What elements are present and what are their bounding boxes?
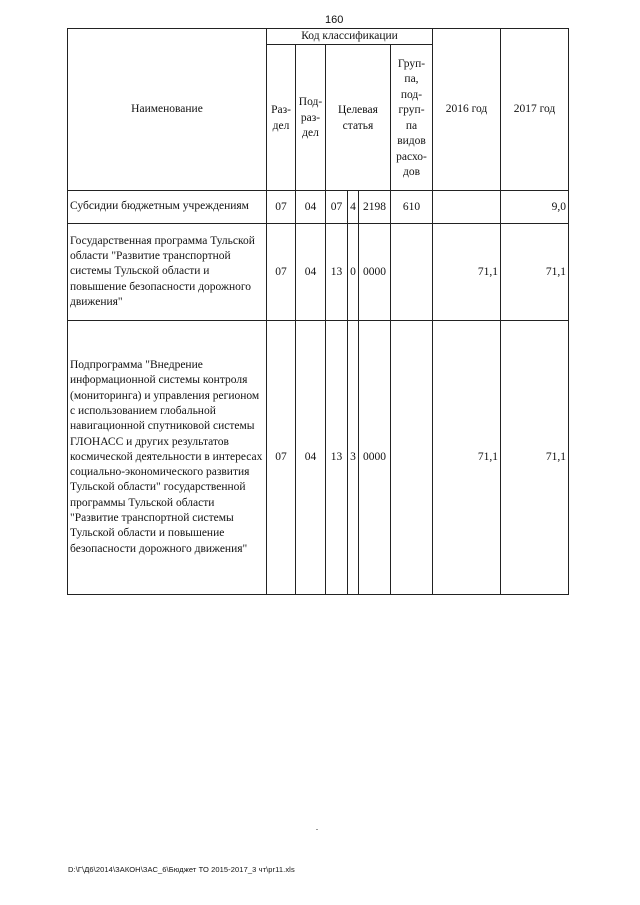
- header-expense-group: [391, 45, 433, 191]
- header-target-line: Целевая: [338, 104, 378, 116]
- row-target-part3: 2198: [359, 191, 391, 224]
- header-group-line: па: [405, 119, 418, 132]
- row-target-part3: 0000: [359, 224, 391, 321]
- header-razdel: [267, 45, 296, 191]
- row-target-part3: 0000: [359, 321, 391, 595]
- row-name: Подпрограмма "Внедрение информационной системы контроля (мониторинга) и управления регионом с использованием глобальной навигационной спутниковой системы ГЛОНАСС и других результатов космической деятельности в интересах социально-экономического развития Тульской области" государственной программы Тульской области "Развитие транспортной системы Тульской области и повышение безопасности дорожного движения": [68, 321, 267, 595]
- header-target-line: статья: [342, 119, 374, 132]
- header-group-line: Груп-: [397, 57, 426, 70]
- row-podrazdel: 04: [296, 224, 326, 321]
- header-razdel-line: Раз-: [271, 104, 291, 116]
- row-target-part2: 0: [348, 224, 359, 321]
- row-name: Государственная программа Тульской области "Развитие транспортной системы Тульской области и повышение безопасности дорожного движения": [68, 224, 267, 321]
- header-2016: 2016 год: [433, 29, 501, 191]
- row-2017: 9,0: [501, 191, 569, 224]
- header-target-article: [326, 45, 391, 191]
- row-expense-group: [391, 321, 433, 595]
- row-target-part1: 13: [326, 224, 348, 321]
- header-group-line: груп-: [398, 104, 425, 116]
- budget-table: [67, 28, 569, 595]
- header-podrazdel-line: Под-: [298, 96, 323, 109]
- row-name: Субсидии бюджетным учреждениям: [68, 191, 267, 224]
- header-razdel-line: дел: [272, 119, 290, 132]
- row-razdel: 07: [267, 224, 296, 321]
- row-2017: 71,1: [501, 224, 569, 321]
- row-target-part2: 3: [348, 321, 359, 595]
- page-number: 160: [325, 14, 344, 26]
- row-podrazdel: 04: [296, 191, 326, 224]
- row-target-part2: 4: [348, 191, 359, 224]
- row-target-part1: 13: [326, 321, 348, 595]
- header-podrazdel-line: дел: [302, 127, 319, 140]
- row-target-part1: 07: [326, 191, 348, 224]
- header-group-line: под-: [400, 88, 423, 101]
- scan-speck: [316, 829, 318, 830]
- header-2017: 2017 год: [501, 29, 569, 191]
- header-code: Код классификации: [267, 29, 433, 45]
- row-2016: [433, 191, 501, 224]
- row-expense-group: [391, 224, 433, 321]
- header-name: Наименование: [68, 29, 267, 191]
- table-row: [68, 321, 569, 595]
- file-path-footer: D:\Г\Д6\2014\ЗАКОН\ЗАС_6\Бюджет ТО 2015-2017_3 чт\pr11.xls: [68, 865, 295, 874]
- header-group-line: видов: [397, 135, 426, 147]
- row-expense-group: 610: [391, 191, 433, 224]
- table-row: [68, 191, 569, 224]
- header-group-line: па,: [404, 73, 419, 85]
- header-podrazdel-line: раз-: [300, 111, 321, 124]
- table-row: [68, 224, 569, 321]
- row-podrazdel: 04: [296, 321, 326, 595]
- row-razdel: 07: [267, 191, 296, 224]
- row-2016: 71,1: [433, 321, 501, 595]
- header-group-line: расхо-: [396, 150, 427, 163]
- row-razdel: 07: [267, 321, 296, 595]
- row-2017: 71,1: [501, 321, 569, 595]
- header-group-line: дов: [402, 166, 421, 178]
- header-podrazdel: [296, 45, 326, 191]
- row-2016: 71,1: [433, 224, 501, 321]
